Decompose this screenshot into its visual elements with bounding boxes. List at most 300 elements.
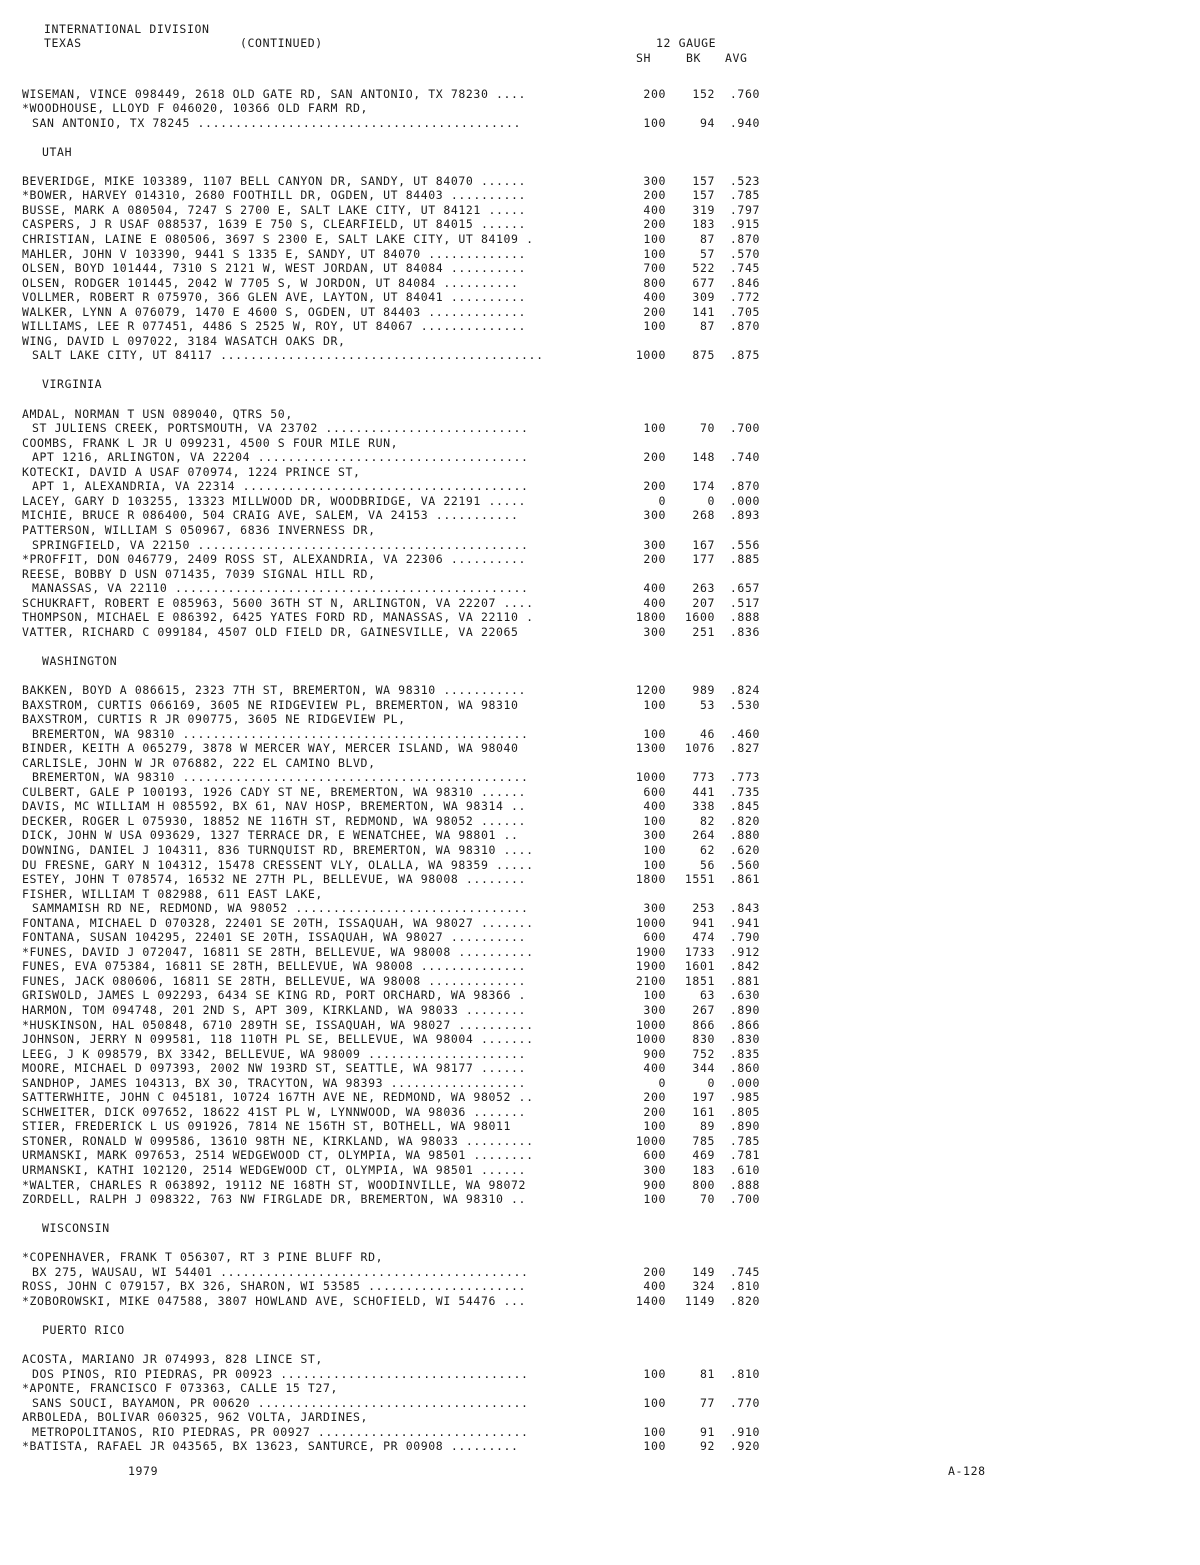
- shot-count: 1900: [635, 944, 666, 959]
- average: .888: [729, 1177, 760, 1192]
- break-count: 92: [699, 1439, 715, 1454]
- break-count: 875: [692, 348, 715, 363]
- member-entry-text: FUNES, JACK 080606, 16811 SE 28TH, BELLEVUE, WA 98008 .............: [22, 973, 527, 988]
- shot-count: 100: [643, 1424, 666, 1439]
- shot-count: 100: [643, 1366, 666, 1381]
- average: .705: [729, 304, 760, 319]
- break-count: 0: [707, 493, 715, 508]
- member-entry-text: DECKER, ROGER L 075930, 18852 NE 116TH ST, REDMOND, WA 98052 ......: [22, 813, 527, 828]
- average: .000: [729, 493, 760, 508]
- average: .860: [729, 1061, 760, 1076]
- member-entry-text: WISEMAN, VINCE 098449, 2618 OLD GATE RD, SAN ANTONIO, TX 78230 ....: [22, 86, 527, 101]
- member-entry-text: BAXSTROM, CURTIS R JR 090775, 3605 NE RIDGEVIEW PL,: [22, 712, 406, 727]
- table-row: [0, 1294, 1200, 1309]
- break-count: 167: [692, 537, 715, 552]
- break-count: 1601: [684, 959, 715, 974]
- average: .000: [729, 1075, 760, 1090]
- table-row: [0, 814, 1200, 829]
- member-entry-text: FISHER, WILLIAM T 082988, 611 EAST LAKE,: [22, 886, 323, 901]
- table-row: [0, 334, 1200, 349]
- member-entry-text: CASPERS, J R USAF 088537, 1639 E 750 S, CLEARFIELD, UT 84015 ......: [22, 217, 527, 232]
- table-row: [0, 901, 1200, 916]
- table-row: [0, 945, 1200, 960]
- member-entry-text: VATTER, RICHARD C 099184, 4507 OLD FIELD DR, GAINESVILLE, VA 22065: [22, 624, 519, 639]
- break-count: 183: [692, 1163, 715, 1178]
- break-count: 46: [699, 726, 715, 741]
- break-count: 264: [692, 828, 715, 843]
- table-row: [0, 1250, 1200, 1265]
- table-row: [0, 610, 1200, 625]
- shot-count: 200: [643, 86, 666, 101]
- shot-count: 300: [643, 508, 666, 523]
- section-heading: WISCONSIN: [42, 1221, 110, 1236]
- member-entry-text: SANS SOUCI, BAYAMON, PR 00620 ....................................: [32, 1395, 529, 1410]
- shot-count: 1800: [635, 610, 666, 625]
- blank-line: [0, 392, 1200, 407]
- shot-count: 200: [643, 552, 666, 567]
- average: .785: [729, 1133, 760, 1148]
- member-entry-text: SAMMAMISH RD NE, REDMOND, WA 98052 ...............................: [32, 901, 529, 916]
- blank-line: [0, 639, 1200, 654]
- member-entry-text: DAVIS, MC WILLIAM H 085592, BX 61, NAV HOSP, BREMERTON, WA 98314 ..: [22, 799, 527, 814]
- average: .915: [729, 217, 760, 232]
- average: .760: [729, 86, 760, 101]
- table-row: [0, 348, 1200, 363]
- table-row: [0, 523, 1200, 538]
- table-row: [0, 1163, 1200, 1178]
- average: .910: [729, 1424, 760, 1439]
- member-entry-text: STIER, FREDERICK L US 091926, 7814 NE 156TH ST, BOTHELL, WA 98011: [22, 1119, 512, 1134]
- table-row: [0, 828, 1200, 843]
- shot-count: 1000: [635, 1032, 666, 1047]
- member-entry-text: BREMERTON, WA 98310 ..............................................: [32, 770, 529, 785]
- average: .530: [729, 697, 760, 712]
- average: .912: [729, 944, 760, 959]
- member-entry-text: MOORE, MICHAEL D 097393, 2002 NW 193RD ST, SEATTLE, WA 98177 ......: [22, 1061, 527, 1076]
- shot-count: 300: [643, 624, 666, 639]
- table-row: [0, 188, 1200, 203]
- table-row: [0, 770, 1200, 785]
- shot-count: 1800: [635, 872, 666, 887]
- column-header-sh: SH: [636, 51, 652, 65]
- member-entry-text: *ZOBOROWSKI, MIKE 047588, 3807 HOWLAND AVE, SCHOFIELD, WI 54476 ...: [22, 1293, 527, 1308]
- member-entry-text: HARMON, TOM 094748, 201 2ND S, APT 309, KIRKLAND, WA 98033 ........: [22, 1003, 527, 1017]
- member-entry-text: AMDAL, NORMAN T USN 089040, QTRS 50,: [22, 406, 293, 421]
- member-entry-text: APT 1216, ARLINGTON, VA 22204 ....................................: [32, 450, 529, 465]
- average: .790: [729, 930, 760, 945]
- table-row: [0, 261, 1200, 276]
- member-entry-text: ARBOLEDA, BOLIVAR 060325, 962 VOLTA, JARDINES,: [22, 1410, 369, 1425]
- average: .861: [729, 872, 760, 887]
- member-entry-text: REESE, BOBBY D USN 071435, 7039 SIGNAL HILL RD,: [22, 566, 376, 581]
- table-row: [0, 712, 1200, 727]
- shot-count: 600: [643, 930, 666, 945]
- average: .890: [729, 1003, 760, 1017]
- shot-count: 1000: [635, 1133, 666, 1148]
- break-count: 157: [692, 173, 715, 188]
- member-entry-text: FONTANA, MICHAEL D 070328, 22401 SE 20TH, ISSAQUAH, WA 98027 .......: [22, 915, 534, 930]
- average: .888: [729, 610, 760, 625]
- break-count: 1551: [684, 872, 715, 887]
- member-entry-text: LEEG, J K 098579, BX 3342, BELLEVUE, WA 98009 .....................: [22, 1046, 527, 1061]
- shot-count: 400: [643, 1061, 666, 1076]
- member-entry-text: DICK, JOHN W USA 093629, 1327 TERRACE DR, E WENATCHEE, WA 98801 ..: [22, 828, 519, 843]
- blank-line: [0, 1308, 1200, 1323]
- average: .785: [729, 188, 760, 203]
- table-row: [0, 116, 1200, 131]
- break-count: 268: [692, 508, 715, 523]
- shot-count: 100: [643, 813, 666, 828]
- break-count: 319: [692, 202, 715, 217]
- break-count: 267: [692, 1003, 715, 1017]
- table-row: [0, 479, 1200, 494]
- break-count: 70: [699, 421, 715, 436]
- table-row: [0, 1425, 1200, 1440]
- table-row: [0, 552, 1200, 567]
- table-row: [0, 930, 1200, 945]
- average: .735: [729, 784, 760, 799]
- break-count: 338: [692, 799, 715, 814]
- member-entry-text: *BOWER, HARVEY 014310, 2680 FOOTHILL DR, OGDEN, UT 84403 ..........: [22, 188, 527, 203]
- member-entry-text: SAN ANTONIO, TX 78245 ...........................................: [32, 115, 522, 130]
- table-row: [0, 290, 1200, 305]
- break-count: 773: [692, 770, 715, 785]
- average: .657: [729, 581, 760, 596]
- break-count: 94: [699, 115, 715, 130]
- shot-count: 300: [643, 173, 666, 188]
- shot-count: 100: [643, 232, 666, 247]
- break-count: 152: [692, 86, 715, 101]
- member-entry-text: PATTERSON, WILLIAM S 050967, 6836 INVERNESS DR,: [22, 522, 376, 537]
- break-count: 1149: [684, 1293, 715, 1308]
- column-header-avg: AVG: [725, 51, 748, 65]
- average: .830: [729, 1032, 760, 1047]
- shot-count: 100: [643, 1119, 666, 1134]
- table-row: [0, 1090, 1200, 1105]
- shot-count: 100: [643, 842, 666, 857]
- break-count: 161: [692, 1104, 715, 1119]
- break-count: 1600: [684, 610, 715, 625]
- member-entry-text: *FUNES, DAVID J 072047, 16811 SE 28TH, BELLEVUE, WA 98008 ..........: [22, 944, 534, 959]
- table-row: [0, 1265, 1200, 1280]
- blank-line: [0, 1207, 1200, 1222]
- break-count: 56: [699, 857, 715, 872]
- table-row: [0, 581, 1200, 596]
- shot-count: 800: [643, 275, 666, 290]
- break-count: 324: [692, 1279, 715, 1294]
- break-count: 70: [699, 1192, 715, 1207]
- break-count: 63: [699, 988, 715, 1003]
- blank-line: [0, 363, 1200, 378]
- average: .890: [729, 1119, 760, 1134]
- average: .985: [729, 1090, 760, 1105]
- break-count: 149: [692, 1264, 715, 1279]
- table-row: [0, 683, 1200, 698]
- average: .805: [729, 1104, 760, 1119]
- average: .610: [729, 1163, 760, 1178]
- division-title: INTERNATIONAL DIVISION: [44, 22, 210, 36]
- member-entry-text: COOMBS, FRANK L JR U 099231, 4500 S FOUR MILE RUN,: [22, 435, 399, 450]
- shot-count: 100: [643, 421, 666, 436]
- member-entry-text: OLSEN, BOYD 101444, 7310 S 2121 W, WEST JORDAN, UT 84084 ..........: [22, 261, 527, 276]
- table-row: [0, 727, 1200, 742]
- break-count: 174: [692, 479, 715, 494]
- table-row: [0, 1105, 1200, 1120]
- table-row: [0, 87, 1200, 102]
- shot-count: 100: [643, 115, 666, 130]
- average: .570: [729, 246, 760, 261]
- table-row: [0, 465, 1200, 480]
- table-row: [0, 959, 1200, 974]
- table-row: [0, 1076, 1200, 1091]
- shot-count: 400: [643, 799, 666, 814]
- shot-count: 100: [643, 697, 666, 712]
- member-entry-text: VOLLMER, ROBERT R 075970, 366 GLEN AVE, LAYTON, UT 84041 ..........: [22, 290, 527, 305]
- break-count: 207: [692, 595, 715, 610]
- break-count: 253: [692, 901, 715, 916]
- shot-count: 600: [643, 1148, 666, 1163]
- table-row: [0, 494, 1200, 509]
- average: .885: [729, 552, 760, 567]
- member-entry-text: WALKER, LYNN A 076079, 1470 E 4600 S, OGDEN, UT 84403 .............: [22, 304, 527, 319]
- average: .560: [729, 857, 760, 872]
- shot-count: 200: [643, 304, 666, 319]
- average: .893: [729, 508, 760, 523]
- section-heading: PUERTO RICO: [42, 1323, 125, 1338]
- shot-count: 200: [643, 1264, 666, 1279]
- table-row: [0, 232, 1200, 247]
- shot-count: 900: [643, 1046, 666, 1061]
- member-entry-text: ROSS, JOHN C 079157, BX 326, SHARON, WI 53585 .....................: [22, 1279, 527, 1294]
- break-count: 263: [692, 581, 715, 596]
- member-entry-text: SANDHOP, JAMES 104313, BX 30, TRACYTON, WA 98393 ..................: [22, 1075, 527, 1090]
- average: .517: [729, 595, 760, 610]
- state-title: TEXAS: [44, 36, 82, 50]
- shot-count: 100: [643, 1192, 666, 1207]
- shot-count: 200: [643, 217, 666, 232]
- table-row: [0, 1032, 1200, 1047]
- table-row: [0, 174, 1200, 189]
- table-row: [0, 1367, 1200, 1382]
- blank-line: [0, 668, 1200, 683]
- average: .940: [729, 115, 760, 130]
- table-row: [0, 1279, 1200, 1294]
- table-row: [0, 799, 1200, 814]
- member-entry-text: SATTERWHITE, JOHN C 045181, 10724 167TH AVE NE, REDMOND, WA 98052 ..: [22, 1090, 534, 1105]
- average: .820: [729, 1293, 760, 1308]
- table-row: [0, 407, 1200, 422]
- shot-count: 1000: [635, 1017, 666, 1032]
- break-count: 177: [692, 552, 715, 567]
- table-row: [0, 508, 1200, 523]
- member-entry-text: GRISWOLD, JAMES L 092293, 6434 SE KING RD, PORT ORCHARD, WA 98366 .: [22, 988, 527, 1003]
- table-row: [0, 1352, 1200, 1367]
- average: .700: [729, 1192, 760, 1207]
- break-count: 57: [699, 246, 715, 261]
- continued-label: (CONTINUED): [240, 36, 323, 50]
- member-entry-text: *PROFFIT, DON 046779, 2409 ROSS ST, ALEXANDRIA, VA 22306 ..........: [22, 552, 527, 567]
- shot-count: 100: [643, 726, 666, 741]
- member-entry-text: SPRINGFIELD, VA 22150 ............................................: [32, 537, 529, 552]
- member-entry-text: OLSEN, RODGER 101445, 2042 W 7705 S, W JORDON, UT 84084 ..........: [22, 275, 519, 290]
- footer-year: 1979: [128, 1464, 159, 1478]
- member-entry-text: URMANSKI, KATHI 102120, 2514 WEDGEWOOD CT, OLYMPIA, WA 98501 ......: [22, 1163, 527, 1178]
- break-count: 81: [699, 1366, 715, 1381]
- break-count: 87: [699, 232, 715, 247]
- average: .781: [729, 1148, 760, 1163]
- member-entry-text: CARLISLE, JOHN W JR 076882, 222 EL CAMINO BLVD,: [22, 755, 376, 770]
- average: .870: [729, 232, 760, 247]
- table-row: [0, 538, 1200, 553]
- column-header-bk: BK: [686, 51, 702, 65]
- average: .920: [729, 1439, 760, 1454]
- member-entry-text: STONER, RONALD W 099586, 13610 98TH NE, KIRKLAND, WA 98033 .........: [22, 1133, 534, 1148]
- shot-count: 200: [643, 1104, 666, 1119]
- shot-count: 2100: [635, 973, 666, 988]
- break-count: 800: [692, 1177, 715, 1192]
- average: .842: [729, 959, 760, 974]
- break-count: 866: [692, 1017, 715, 1032]
- table-row: [0, 858, 1200, 873]
- section-heading: UTAH: [42, 144, 73, 159]
- member-entry-text: MICHIE, BRUCE R 086400, 504 CRAIG AVE, SALEM, VA 24153 ...........: [22, 508, 519, 523]
- member-entry-text: WING, DAVID L 097022, 3184 WASATCH OAKS DR,: [22, 333, 346, 348]
- table-row: [0, 756, 1200, 771]
- break-count: 344: [692, 1061, 715, 1076]
- average: .620: [729, 842, 760, 857]
- shot-count: 200: [643, 450, 666, 465]
- blank-line: [0, 130, 1200, 145]
- average: .523: [729, 173, 760, 188]
- average: .845: [729, 799, 760, 814]
- member-entry-text: *APONTE, FRANCISCO F 073363, CALLE 15 T27,: [22, 1381, 338, 1396]
- shot-count: 900: [643, 1177, 666, 1192]
- break-count: 82: [699, 813, 715, 828]
- break-count: 941: [692, 915, 715, 930]
- table-row: [0, 1003, 1200, 1018]
- shot-count: 1000: [635, 770, 666, 785]
- average: .772: [729, 290, 760, 305]
- table-row: [0, 247, 1200, 262]
- average: .460: [729, 726, 760, 741]
- break-count: 752: [692, 1046, 715, 1061]
- shot-count: 400: [643, 202, 666, 217]
- break-count: 157: [692, 188, 715, 203]
- average: .556: [729, 537, 760, 552]
- break-count: 522: [692, 261, 715, 276]
- average: .745: [729, 261, 760, 276]
- shot-count: 700: [643, 261, 666, 276]
- average: .941: [729, 915, 760, 930]
- member-entry-text: CHRISTIAN, LAINE E 080506, 3697 S 2300 E, SALT LAKE CITY, UT 84109 .: [22, 232, 534, 247]
- shot-count: 1000: [635, 915, 666, 930]
- break-count: 197: [692, 1090, 715, 1105]
- break-count: 309: [692, 290, 715, 305]
- table-row: [0, 1047, 1200, 1062]
- table-row: [0, 1410, 1200, 1425]
- shot-count: 100: [643, 1439, 666, 1454]
- average: .866: [729, 1017, 760, 1032]
- shot-count: 400: [643, 595, 666, 610]
- shot-count: 100: [643, 246, 666, 261]
- table-row: [0, 1018, 1200, 1033]
- member-entry-text: BAXSTROM, CURTIS 066169, 3605 NE RIDGEVIEW PL, BREMERTON, WA 98310: [22, 697, 519, 712]
- shot-count: 1900: [635, 959, 666, 974]
- average: .770: [729, 1395, 760, 1410]
- section-heading: WASHINGTON: [42, 653, 118, 668]
- average: .880: [729, 828, 760, 843]
- shot-count: 400: [643, 290, 666, 305]
- table-row: [0, 1439, 1200, 1454]
- table-row: [0, 1178, 1200, 1193]
- member-entry-text: *WALTER, CHARLES R 063892, 19112 NE 168TH ST, WOODINVILLE, WA 98072: [22, 1177, 527, 1192]
- member-entry-text: KOTECKI, DAVID A USAF 070974, 1224 PRINCE ST,: [22, 464, 361, 479]
- blank-line: [0, 72, 1200, 87]
- break-count: 77: [699, 1395, 715, 1410]
- table-row: [0, 1192, 1200, 1207]
- member-entry-text: APT 1, ALEXANDRIA, VA 22314 ......................................: [32, 479, 529, 494]
- member-entry-text: BUSSE, MARK A 080504, 7247 S 2700 E, SALT LAKE CITY, UT 84121 .....: [22, 202, 527, 217]
- member-entry-text: URMANSKI, MARK 097653, 2514 WEDGEWOOD CT, OLYMPIA, WA 98501 ........: [22, 1148, 534, 1163]
- table-row: [0, 843, 1200, 858]
- blank-line: [0, 1338, 1200, 1353]
- member-entry-text: DOWNING, DANIEL J 104311, 836 TURNQUIST RD, BREMERTON, WA 98310 ....: [22, 842, 534, 857]
- section-heading: VIRGINIA: [42, 377, 103, 392]
- shot-count: 300: [643, 537, 666, 552]
- break-count: 91: [699, 1424, 715, 1439]
- shot-count: 100: [643, 319, 666, 334]
- break-count: 0: [707, 1075, 715, 1090]
- shot-count: 1300: [635, 741, 666, 756]
- average: .827: [729, 741, 760, 756]
- break-count: 1076: [684, 741, 715, 756]
- shot-count: 0: [658, 1075, 666, 1090]
- break-count: 830: [692, 1032, 715, 1047]
- average: .820: [729, 813, 760, 828]
- member-entry-text: ESTEY, JOHN T 078574, 16532 NE 27TH PL, BELLEVUE, WA 98008 ........: [22, 872, 527, 887]
- average: .740: [729, 450, 760, 465]
- break-count: 251: [692, 624, 715, 639]
- shot-count: 300: [643, 1163, 666, 1178]
- table-row: [0, 305, 1200, 320]
- shot-count: 1000: [635, 348, 666, 363]
- table-row: [0, 421, 1200, 436]
- member-entry-text: FONTANA, SUSAN 104295, 22401 SE 20TH, ISSAQUAH, WA 98027 ..........: [22, 930, 527, 945]
- shot-count: 200: [643, 188, 666, 203]
- member-entry-text: *COPENHAVER, FRANK T 056307, RT 3 PINE BLUFF RD,: [22, 1250, 384, 1265]
- member-entry-text: SCHWEITER, DICK 097652, 18622 41ST PL W, LYNNWOOD, WA 98036 .......: [22, 1104, 527, 1119]
- table-row: [0, 988, 1200, 1003]
- member-entry-text: SALT LAKE CITY, UT 84117 ...........................................: [32, 348, 544, 363]
- member-entry-text: *HUSKINSON, HAL 050848, 6710 289TH SE, ISSAQUAH, WA 98027 ..........: [22, 1017, 534, 1032]
- break-count: 183: [692, 217, 715, 232]
- shot-count: 200: [643, 479, 666, 494]
- table-row: [0, 1148, 1200, 1163]
- member-entry-text: DU FRESNE, GARY N 104312, 15478 CRESSENT VLY, OLALLA, WA 98359 .....: [22, 857, 534, 872]
- member-entry-text: METROPOLITANOS, RIO PIEDRAS, PR 00927 ............................: [32, 1424, 529, 1439]
- table-row: [0, 872, 1200, 887]
- average: .700: [729, 421, 760, 436]
- average: .810: [729, 1366, 760, 1381]
- shot-count: 100: [643, 857, 666, 872]
- table-row: [0, 698, 1200, 713]
- average: .836: [729, 624, 760, 639]
- break-count: 89: [699, 1119, 715, 1134]
- member-entry-text: *WOODHOUSE, LLOYD F 046020, 10366 OLD FARM RD,: [22, 101, 369, 116]
- break-count: 1851: [684, 973, 715, 988]
- member-entry-text: BX 275, WAUSAU, WI 54401 .........................................: [32, 1264, 529, 1279]
- average: .843: [729, 901, 760, 916]
